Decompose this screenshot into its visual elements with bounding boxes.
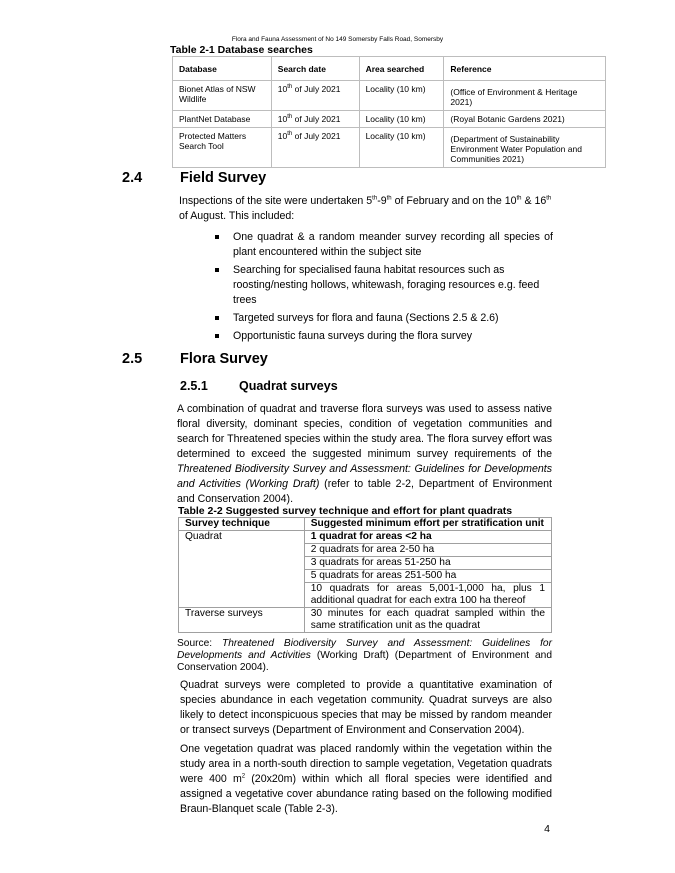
cell-reference: (Royal Botanic Gardens 2021) <box>444 111 606 128</box>
page-number: 4 <box>544 823 550 835</box>
list-item: One quadrat & a random meander survey recording all species of plant encountered within the subject site <box>215 230 553 260</box>
section-2-4-title: Field Survey <box>180 170 267 186</box>
table-header-row <box>179 518 552 531</box>
cell-area: Locality (10 km) <box>359 111 444 128</box>
header-area-searched: Area searched <box>359 57 444 81</box>
header-survey-technique: Survey technique <box>179 518 305 531</box>
cell-effort: 5 quadrats for areas 251-500 ha <box>304 570 551 583</box>
section-2-5-1-number: 2.5.1 <box>180 379 208 393</box>
header-search-date: Search date <box>271 57 359 81</box>
bullet-icon <box>215 235 219 239</box>
bullet-icon <box>215 316 219 320</box>
section-2-5-1-title: Quadrat surveys <box>239 379 338 393</box>
cell-database: Bionet Atlas of NSW Wildlife <box>173 81 272 111</box>
list-item: Searching for specialised fauna habitat resources such as roosting/nesting hollows, whitewash, foraging resources e.g. feed trees <box>215 263 553 308</box>
database-searches-table <box>172 56 606 168</box>
quadrat-purpose-paragraph: Quadrat surveys were completed to provide a quantitative examination of species abundance in each vegetation community. Quadrat surveys are also likely to detect inconspicuous species that may be missed by random meander or transect surveys (Department of Environment and Conservation 2004). <box>180 679 552 736</box>
table-header-row <box>173 57 606 81</box>
cell-effort: 10 quadrats for areas 5,001-1,000 ha, plus 1 additional quadrat for each extra 100 ha thereof <box>304 583 551 608</box>
cell-area: Locality (10 km) <box>359 81 444 111</box>
cell-area: Locality (10 km) <box>359 128 444 168</box>
cell-reference: (Department of Sustainability Environment Water Population and Communities 2021) <box>444 128 606 168</box>
cell-technique-traverse: Traverse surveys <box>179 608 305 633</box>
quadrat-method-paragraph: One vegetation quadrat was placed randomly within the vegetation within the study area in a north-south direction to sample vegetation, Vegetation quadrats were 400 $m^2$ (20x20m) within which all floral species were identified and assigned a vegetative cover abundance rating based on the following modified Braun-Blanquet scale (Table 2-3). <box>180 743 552 815</box>
section-2-5-number: 2.5 <box>122 351 143 367</box>
field-survey-intro: Inspections of the site were undertaken 5th-9th of February and on the 10th & 16th of August. This included: <box>179 195 552 222</box>
table-2-2-source: Source: Threatened Biodiversity Survey and Assessment: Guidelines for Developments and Activities (Working Draft) (Department of Environment and Conservation 2004). <box>177 638 553 673</box>
section-2-4-number: 2.4 <box>122 170 143 186</box>
table-row <box>179 608 552 633</box>
cell-effort: 1 quadrat for areas <2 ha <box>304 531 551 544</box>
table-row <box>173 128 606 168</box>
cell-effort: 2 quadrats for area 2-50 ha <box>304 544 551 557</box>
cell-database: PlantNet Database <box>173 111 272 128</box>
cell-search-date: 10th of July 2021 <box>271 111 359 128</box>
table-row <box>173 81 606 111</box>
cell-search-date: 10th of July 2021 <box>271 128 359 168</box>
header-reference: Reference <box>444 57 606 81</box>
table-row <box>179 531 552 544</box>
survey-effort-table <box>178 517 552 633</box>
table-2-1-caption: Table 2-1 Database searches <box>170 44 313 56</box>
running-header: Flora and Fauna Assessment of No 149 Somersby Falls Road, Somersby <box>231 36 444 43</box>
cell-effort: 30 minutes for each quadrat sampled within the same stratification unit as the quadrat <box>304 608 551 633</box>
cell-effort: 3 quadrats for areas 51-250 ha <box>304 557 551 570</box>
list-item: Opportunistic fauna surveys during the flora survey <box>215 329 553 344</box>
cell-database: Protected Matters Search Tool <box>173 128 272 168</box>
table-2-2-caption: Table 2-2 Suggested survey technique and effort for plant quadrats <box>178 505 513 517</box>
bullet-icon <box>215 268 219 272</box>
quadrat-intro-paragraph: A combination of quadrat and traverse flora surveys was used to assess native floral diversity, dominant species, condition of vegetation communities and search for Threatened species within the study area. The flora survey effort was determined to exceed the suggested minimum survey requirements of the Threatened Biodiversity Survey and Assessment: Guidelines for Developments and Activities (Working Draft) (refer to table 2-2, Department of Environment and Conservation 2004). <box>177 403 552 505</box>
header-suggested-effort: Suggested minimum effort per stratification unit <box>304 518 551 531</box>
table-row <box>173 111 606 128</box>
list-item: Targeted surveys for flora and fauna (Sections 2.5 & 2.6) <box>215 311 553 326</box>
header-database: Database <box>173 57 272 81</box>
cell-reference: (Office of Environment & Heritage 2021) <box>444 81 606 111</box>
cell-search-date: 10th of July 2021 <box>271 81 359 111</box>
section-2-5-title: Flora Survey <box>180 351 268 367</box>
field-survey-bullet-list <box>215 230 553 347</box>
cell-technique-quadrat: Quadrat <box>179 531 305 608</box>
bullet-icon <box>215 334 219 338</box>
